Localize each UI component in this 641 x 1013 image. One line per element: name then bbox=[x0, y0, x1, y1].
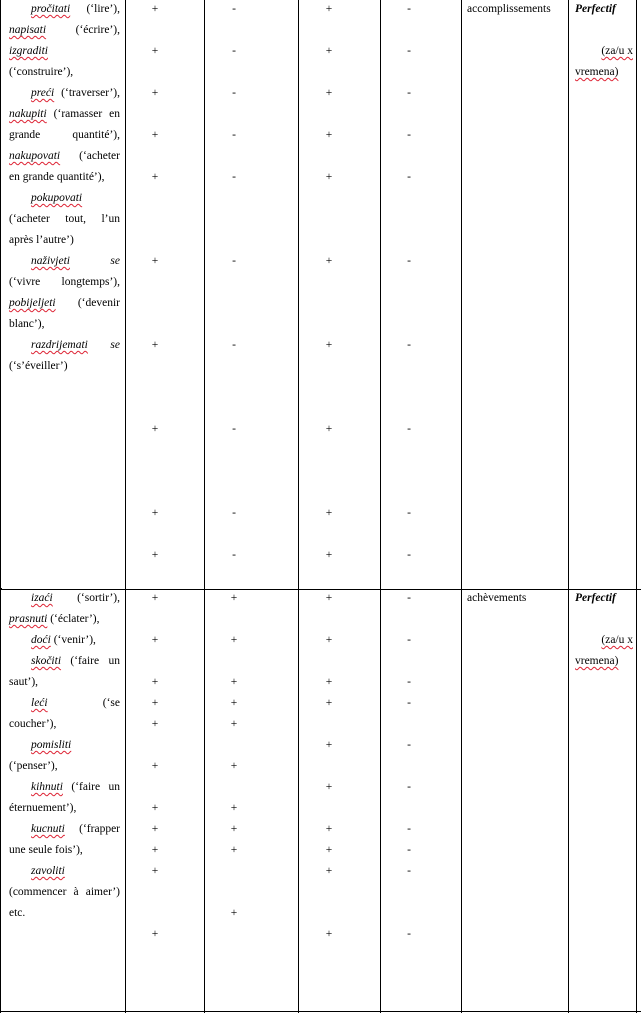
croatian-verb: pobijeljeti bbox=[9, 297, 56, 309]
minus-mark: - bbox=[407, 255, 411, 267]
aspect-note: vremena) bbox=[575, 66, 619, 78]
plus-mark: + bbox=[151, 676, 159, 688]
croatian-verb: nakupovati bbox=[9, 150, 61, 162]
minus-mark: - bbox=[407, 129, 411, 141]
gloss-text: (‘venir’), bbox=[50, 634, 96, 646]
verb-line bbox=[9, 146, 120, 167]
croatian-verb: napisati bbox=[9, 24, 47, 36]
minus-mark: - bbox=[407, 676, 411, 688]
plus-mark: + bbox=[230, 802, 238, 814]
verb-line bbox=[9, 125, 120, 146]
minus-mark: - bbox=[232, 3, 236, 15]
plus-mark: + bbox=[151, 928, 159, 940]
gloss-text: une seule fois’), bbox=[9, 844, 83, 856]
plus-mark: + bbox=[151, 549, 159, 561]
aspect-label-cell bbox=[575, 588, 633, 672]
aspect-label-cell bbox=[575, 0, 633, 83]
plus-mark: + bbox=[230, 697, 238, 709]
minus-mark: - bbox=[407, 507, 411, 519]
croatian-verb: preći bbox=[31, 87, 55, 99]
plus-mark: + bbox=[325, 823, 333, 835]
plus-mark: + bbox=[151, 45, 159, 57]
verb-list-accomplishments bbox=[9, 0, 120, 377]
gloss-text bbox=[70, 255, 110, 267]
minus-mark: - bbox=[407, 423, 411, 435]
gloss-text: éternuement’), bbox=[9, 802, 77, 814]
verb-line bbox=[9, 735, 120, 756]
plus-mark: + bbox=[325, 87, 333, 99]
verb-line bbox=[9, 903, 120, 924]
croatian-verb: pročitati bbox=[31, 3, 71, 15]
gloss-text: (‘écrire’), bbox=[46, 24, 120, 36]
minus-mark: - bbox=[407, 844, 411, 856]
plus-mark: + bbox=[325, 171, 333, 183]
aspect-note: (za/u x bbox=[601, 634, 633, 646]
plus-mark: + bbox=[230, 718, 238, 730]
croatian-verb: naživjeti bbox=[31, 255, 70, 267]
verb-line bbox=[9, 798, 120, 819]
minus-mark: - bbox=[407, 781, 411, 793]
gloss-text: (‘lire’), bbox=[70, 3, 120, 15]
plus-mark: + bbox=[325, 928, 333, 940]
plus-mark: + bbox=[151, 87, 159, 99]
minus-mark: - bbox=[407, 823, 411, 835]
plus-mark: + bbox=[325, 255, 333, 267]
verb-line bbox=[9, 83, 120, 104]
gloss-text: grande quantité’), bbox=[9, 129, 120, 141]
croatian-verb: doći bbox=[31, 634, 51, 646]
verb-line bbox=[9, 251, 120, 272]
gloss-text: (‘sortir’), bbox=[52, 592, 120, 604]
aspect-type-label: accomplissements bbox=[467, 3, 551, 15]
aspect-note: (za/u x bbox=[601, 45, 633, 57]
gloss-text: se bbox=[110, 339, 120, 351]
minus-mark: - bbox=[407, 928, 411, 940]
gloss-text: (‘faire un bbox=[61, 655, 120, 667]
plus-mark: + bbox=[325, 865, 333, 877]
aspect-label: Perfectif bbox=[575, 592, 616, 604]
verb-list-achievements bbox=[9, 588, 120, 924]
minus-mark: - bbox=[232, 45, 236, 57]
minus-mark: - bbox=[407, 339, 411, 351]
verb-line bbox=[9, 588, 120, 609]
aspect-label: Perfectif bbox=[575, 3, 616, 15]
gloss-text: blanc’), bbox=[9, 318, 45, 330]
minus-mark: - bbox=[407, 171, 411, 183]
plus-mark: + bbox=[325, 697, 333, 709]
plus-mark: + bbox=[230, 823, 238, 835]
plus-mark: + bbox=[151, 507, 159, 519]
croatian-verb: razdrijemati bbox=[31, 339, 88, 351]
verb-line bbox=[9, 714, 120, 735]
gloss-text: (commencer à aimer’) bbox=[9, 886, 120, 898]
plus-mark: + bbox=[151, 339, 159, 351]
plus-mark: + bbox=[151, 129, 159, 141]
verb-line bbox=[9, 314, 120, 335]
croatian-verb: zavoliti bbox=[31, 865, 65, 877]
gloss-text: après l’autre’) bbox=[9, 234, 74, 246]
minus-mark: - bbox=[232, 507, 236, 519]
plus-mark: + bbox=[325, 3, 333, 15]
column-divider bbox=[298, 0, 299, 1013]
plus-mark: + bbox=[151, 423, 159, 435]
aspect-type-label: achèvements bbox=[467, 592, 527, 604]
croatian-verb: pomisliti bbox=[31, 739, 72, 751]
minus-mark: - bbox=[232, 549, 236, 561]
plus-mark: + bbox=[151, 802, 159, 814]
minus-mark: - bbox=[407, 592, 411, 604]
minus-mark: - bbox=[407, 549, 411, 561]
gloss-text: en grande quantité’), bbox=[9, 171, 105, 183]
minus-mark: - bbox=[232, 171, 236, 183]
croatian-verb: kucnuti bbox=[31, 823, 65, 835]
column-divider bbox=[125, 0, 126, 1013]
verb-line bbox=[9, 0, 120, 20]
minus-mark: - bbox=[232, 423, 236, 435]
plus-mark: + bbox=[325, 676, 333, 688]
plus-mark: + bbox=[325, 592, 333, 604]
verb-line bbox=[9, 293, 120, 314]
verb-line bbox=[9, 188, 120, 209]
gloss-text: (‘devenir bbox=[55, 297, 120, 309]
minus-mark: - bbox=[232, 129, 236, 141]
verb-line bbox=[9, 777, 120, 798]
plus-mark: + bbox=[230, 592, 238, 604]
croatian-verb: izaći bbox=[31, 592, 53, 604]
gloss-text: (‘faire un bbox=[62, 781, 120, 793]
gloss-text: (‘s’éveiller’) bbox=[9, 360, 68, 372]
minus-mark: - bbox=[232, 255, 236, 267]
verb-line bbox=[9, 672, 120, 693]
plus-mark: + bbox=[325, 339, 333, 351]
gloss-text: (‘vivre longtemps’), bbox=[9, 276, 120, 288]
gloss-text: se bbox=[110, 255, 120, 267]
verb-line bbox=[9, 62, 120, 83]
minus-mark: - bbox=[407, 634, 411, 646]
plus-mark: + bbox=[230, 844, 238, 856]
gloss-text: coucher’), bbox=[9, 718, 57, 730]
gloss-text: (‘frapper bbox=[64, 823, 120, 835]
verb-line bbox=[9, 167, 120, 188]
verb-line bbox=[9, 693, 120, 714]
column-divider bbox=[568, 0, 569, 1013]
gloss-text: (‘ramasser en bbox=[46, 108, 120, 120]
column-divider bbox=[204, 0, 205, 1013]
croatian-verb: skočiti bbox=[31, 655, 62, 667]
row-marker bbox=[0, 588, 2, 590]
minus-mark: - bbox=[232, 339, 236, 351]
plus-mark: + bbox=[151, 823, 159, 835]
verb-line bbox=[9, 209, 120, 230]
verb-line bbox=[9, 41, 120, 62]
verb-line bbox=[9, 630, 120, 651]
plus-mark: + bbox=[325, 423, 333, 435]
aspect-note: vremena) bbox=[575, 655, 619, 667]
croatian-verb: prasnuti bbox=[9, 613, 48, 625]
plus-mark: + bbox=[151, 865, 159, 877]
verb-line bbox=[9, 230, 120, 251]
verb-line bbox=[9, 104, 120, 125]
table-border-right bbox=[636, 0, 637, 1013]
plus-mark: + bbox=[151, 171, 159, 183]
column-divider bbox=[380, 0, 381, 1013]
croatian-verb: izgraditi bbox=[9, 45, 48, 57]
minus-mark: - bbox=[407, 739, 411, 751]
minus-mark: - bbox=[232, 87, 236, 99]
croatian-verb: leći bbox=[31, 697, 48, 709]
gloss-text: saut’), bbox=[9, 676, 39, 688]
column-divider bbox=[461, 0, 462, 1013]
verb-line bbox=[9, 356, 120, 377]
gloss-text: (‘éclater’), bbox=[47, 613, 100, 625]
verb-line bbox=[9, 840, 120, 861]
gloss-text: etc. bbox=[9, 907, 26, 919]
plus-mark: + bbox=[325, 634, 333, 646]
plus-mark: + bbox=[325, 739, 333, 751]
gloss-text: (‘traverser’), bbox=[54, 87, 120, 99]
verb-line bbox=[9, 861, 120, 882]
croatian-verb: nakupiti bbox=[9, 108, 47, 120]
verb-line bbox=[9, 882, 120, 903]
verb-line bbox=[9, 335, 120, 356]
gloss-text: (‘construire’), bbox=[9, 66, 74, 78]
plus-mark: + bbox=[325, 844, 333, 856]
verb-line bbox=[9, 609, 120, 630]
gloss-text: (‘acheter tout, l’un bbox=[9, 213, 120, 225]
minus-mark: - bbox=[407, 3, 411, 15]
minus-mark: - bbox=[407, 865, 411, 877]
plus-mark: + bbox=[151, 634, 159, 646]
plus-mark: + bbox=[325, 549, 333, 561]
plus-mark: + bbox=[151, 592, 159, 604]
minus-mark: - bbox=[407, 87, 411, 99]
plus-mark: + bbox=[151, 697, 159, 709]
verb-line bbox=[9, 651, 120, 672]
gloss-text: (‘se bbox=[47, 697, 120, 709]
plus-mark: + bbox=[325, 507, 333, 519]
minus-mark: - bbox=[407, 697, 411, 709]
plus-mark: + bbox=[151, 3, 159, 15]
plus-mark: + bbox=[230, 634, 238, 646]
plus-mark: + bbox=[230, 907, 238, 919]
table-border-left bbox=[0, 0, 1, 1013]
verb-line bbox=[9, 20, 120, 41]
minus-mark: - bbox=[407, 45, 411, 57]
gloss-text bbox=[88, 339, 111, 351]
gloss-text: (‘acheter bbox=[60, 150, 120, 162]
croatian-verb: pokupovati bbox=[31, 192, 83, 204]
plus-mark: + bbox=[151, 718, 159, 730]
plus-mark: + bbox=[325, 781, 333, 793]
gloss-text: (‘penser’), bbox=[9, 760, 58, 772]
plus-mark: + bbox=[325, 45, 333, 57]
plus-mark: + bbox=[230, 760, 238, 772]
plus-mark: + bbox=[151, 760, 159, 772]
verb-line bbox=[9, 756, 120, 777]
plus-mark: + bbox=[325, 129, 333, 141]
table-border-bottom bbox=[0, 1011, 641, 1012]
croatian-verb: kihnuti bbox=[31, 781, 63, 793]
plus-mark: + bbox=[151, 844, 159, 856]
verb-line bbox=[9, 819, 120, 840]
verb-line bbox=[9, 272, 120, 293]
plus-mark: + bbox=[151, 255, 159, 267]
plus-mark: + bbox=[230, 676, 238, 688]
